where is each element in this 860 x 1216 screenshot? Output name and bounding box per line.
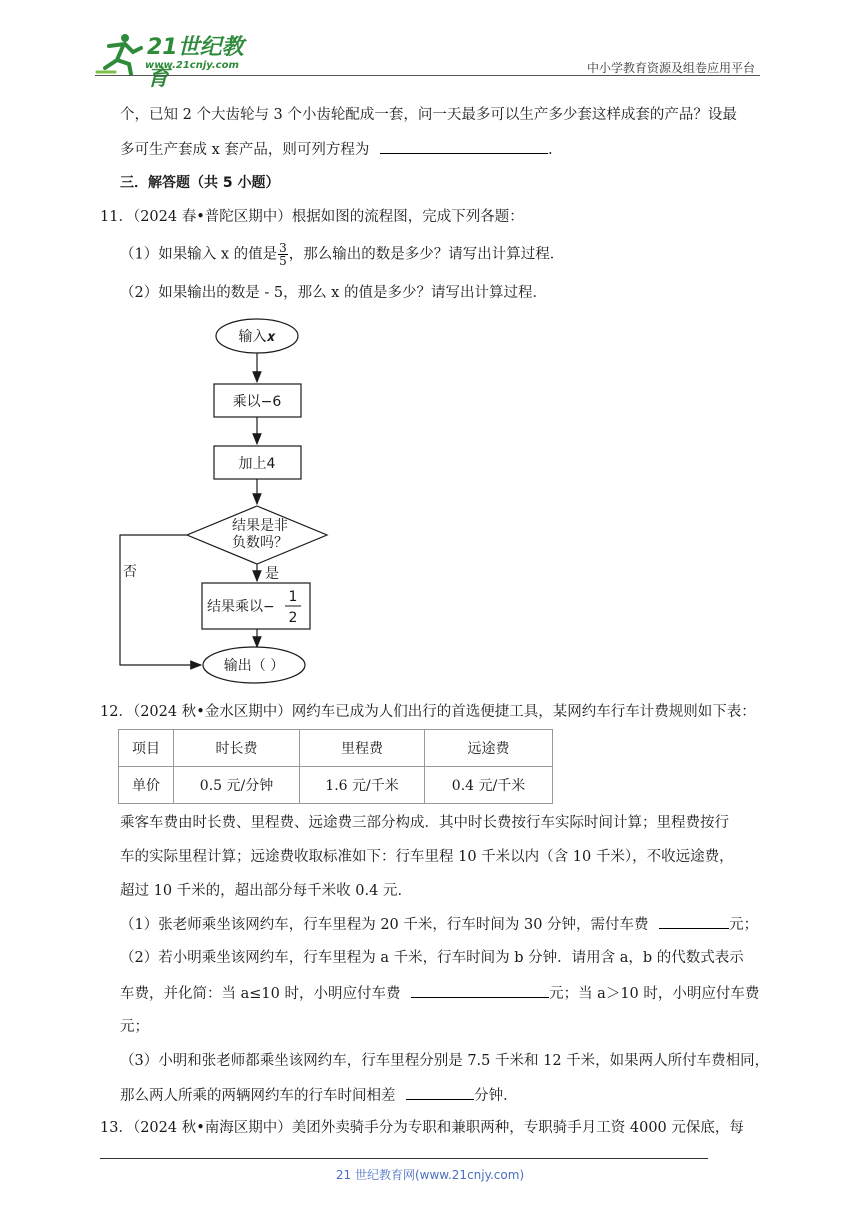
q12-part3-blank [406, 1085, 474, 1100]
footer-divider [100, 1158, 708, 1159]
q12-part3-line1: （3）小明和张老师都乘坐该网约车，行车里程分别是 7.5 千米和 12 千米，如果两人所付车费相同， [120, 1053, 770, 1069]
q12-desc3: 超过 10 千米的，超出部分每千米收 0.4 元． [120, 883, 412, 899]
table-row [119, 767, 553, 804]
table-header-cell: 远途费 [425, 730, 553, 767]
table-cell: 单价 [119, 767, 174, 804]
q10-line1: 个，已知 2 个大齿轮与 3 个小齿轮配成一套，问一天最多可以生产多少套这样成套的产品？设最 [120, 107, 737, 123]
flow-yes-label: 是 [265, 566, 279, 582]
page-header [0, 0, 860, 91]
runner-logo-icon [95, 32, 145, 76]
frac-denominator: 5 [279, 254, 287, 268]
q12-part2-text-a: 车费，并化简：当 a≤10 时，小明应付车费 [120, 986, 401, 1002]
platform-name: 中小学教育资源及组卷应用平台 [586, 61, 755, 75]
q12-part1-blank [659, 914, 729, 929]
q12-part2-text-b: 元；当 a＞10 时，小明应付车费 [549, 986, 760, 1002]
q12-part1-end: 元； [729, 917, 759, 933]
q12-desc2: 车的实际里程计算；远途费收取标准如下：行车里程 10 千米以内（含 10 千米），不收远途费， [120, 849, 734, 865]
flow-step3-num: 1 [288, 589, 298, 605]
table-cell: 0.5 元/分钟 [174, 767, 300, 804]
flow-no-label: 否 [123, 564, 137, 580]
footer-text: 21 世纪教育网(www.21cnjy.com) [335, 1168, 525, 1182]
q12-part2-line3: 元； [120, 1019, 149, 1035]
flow-step1-label: 乘以−6 [232, 394, 282, 410]
q11-part1-rest: ，那么输出的数是多少？请写出计算过程． [288, 246, 565, 263]
flow-no-branch [120, 535, 201, 665]
flow-step3-label: 结果乘以− [207, 599, 275, 615]
q12-part2-line1: （2）若小明乘坐该网约车，行车里程为 a 千米，行车时间为 b 分钟．请用含 a，b 的代数式表示 [120, 950, 744, 966]
q12-desc1: 乘客车费由时长费、里程费、远途费三部分构成．其中时长费按行车实际时间计算；里程费按行 [120, 815, 729, 831]
flow-step3-den: 2 [288, 610, 298, 626]
q12-stem: 12．（2024 秋•金水区期中）网约车已成为人们出行的首选便捷工具，某网约车行车计费规则如下表： [100, 704, 756, 720]
flow-decision-line1: 结果是非 [232, 518, 288, 534]
q11-part1 [120, 242, 564, 267]
q11-stem: 11．（2024 春•普陀区期中）根据如图的流程图，完成下列各题： [100, 209, 524, 225]
header-divider [95, 75, 760, 76]
logo-url: www.21cnjy.com [145, 60, 239, 71]
q10-line2-end: . [548, 142, 553, 158]
flow-output-label: 输出（ ） [223, 658, 285, 674]
q10-answer-blank [380, 139, 548, 154]
table-header-cell: 项目 [119, 730, 174, 767]
table-header-cell: 时长费 [174, 730, 300, 767]
q10-line2 [120, 139, 553, 160]
table-row [119, 730, 553, 767]
table-cell: 1.6 元/千米 [300, 767, 425, 804]
q12-part1-text: （1）张老师乘坐该网约车，行车里程为 20 千米，行车时间为 30 分钟，需付车费 [120, 917, 649, 933]
flow-input-label: 输入𝒙 [238, 329, 276, 345]
table-header-cell: 里程费 [300, 730, 425, 767]
site-logo [95, 30, 265, 91]
q13-stem: 13．（2024 秋•南海区期中）美团外卖骑手分为专职和兼职两种，专职骑手月工资 4000 元保底，每 [100, 1120, 744, 1136]
q12-part3-text-b: 分钟． [474, 1088, 518, 1104]
flow-decision-line2: 负数吗？ [232, 535, 288, 551]
q12-part1 [120, 914, 758, 935]
q12-part2-line2 [120, 983, 759, 1004]
frac-numerator: 3 [279, 241, 287, 255]
q12-part3-line2 [120, 1085, 518, 1106]
logo-text: 21世纪教育 [147, 35, 244, 91]
q11-part1-text: （1）如果输入 x 的值是 [120, 246, 278, 263]
q10-line2-text: 多可生产套成 x 套产品，则可列方程为 [120, 142, 370, 158]
fraction-three-fifths [278, 242, 288, 267]
q12-part2-blank-1 [411, 983, 549, 998]
fare-table [118, 729, 553, 804]
table-cell: 0.4 元/千米 [425, 767, 553, 804]
q12-part3-text-a: 那么两人所乘的两辆网约车的行车时间相差 [120, 1088, 396, 1104]
flow-step2-label: 加上4 [238, 456, 276, 472]
section-title: 三．解答题（共 5 小题） [120, 175, 280, 191]
flowchart [115, 310, 345, 690]
q11-part2: （2）如果输出的数是 - 5，那么 x 的值是多少？请写出计算过程． [120, 285, 547, 301]
